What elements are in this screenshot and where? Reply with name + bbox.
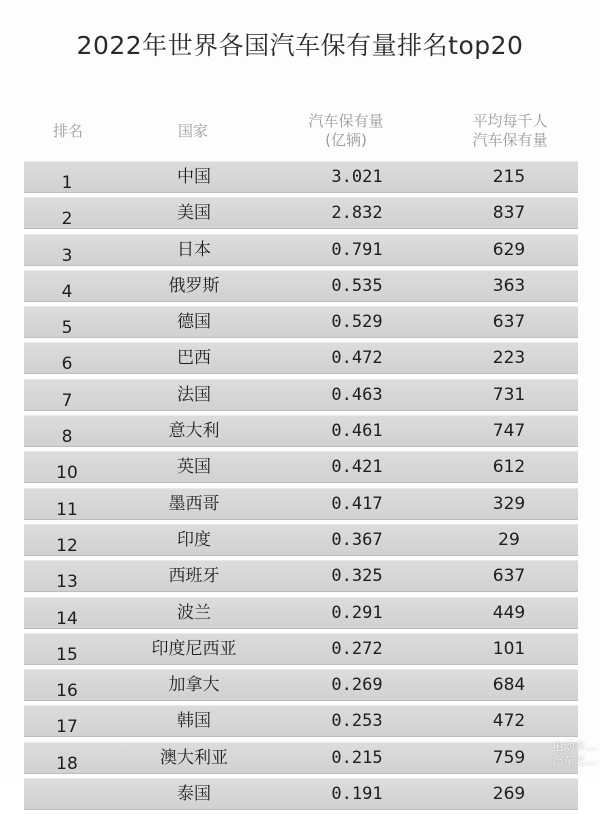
watermark-line1: 电动车... bbox=[552, 740, 596, 753]
cell-rank: 12 bbox=[56, 535, 78, 556]
cell-country: 中国 bbox=[177, 167, 211, 187]
cell-per-thousand: 629 bbox=[492, 239, 526, 260]
cell-country: 法国 bbox=[177, 384, 211, 405]
table-row bbox=[24, 451, 578, 483]
cell-per-thousand: 101 bbox=[492, 638, 526, 659]
cell-vehicle-count: 3.021 bbox=[331, 167, 383, 187]
table-row bbox=[24, 597, 578, 629]
cell-country: 墨西哥 bbox=[168, 493, 220, 514]
table-row bbox=[24, 270, 578, 302]
cell-rank: 18 bbox=[56, 753, 78, 774]
cell-country: 俄罗斯 bbox=[168, 275, 220, 296]
cell-per-thousand: 223 bbox=[492, 348, 526, 369]
cell-vehicle-count: 0.461 bbox=[331, 421, 383, 442]
watermark-line2: 汽车之... bbox=[552, 754, 596, 767]
watermark bbox=[553, 740, 597, 768]
cell-per-thousand: 684 bbox=[492, 675, 526, 696]
cell-rank: 11 bbox=[56, 499, 78, 520]
table-header bbox=[0, 110, 600, 156]
table-row bbox=[24, 633, 578, 665]
cell-per-thousand: 747 bbox=[492, 421, 526, 442]
cell-vehicle-count: 0.253 bbox=[331, 711, 383, 732]
cell-country: 印度 bbox=[177, 529, 211, 550]
table-row bbox=[24, 742, 578, 774]
cell-per-thousand: 759 bbox=[492, 747, 526, 768]
cell-rank: 14 bbox=[56, 608, 78, 629]
cell-vehicle-count: 0.191 bbox=[331, 784, 383, 805]
cell-country: 日本 bbox=[177, 239, 211, 260]
cell-vehicle-count: 0.215 bbox=[331, 747, 383, 768]
cell-rank: 7 bbox=[61, 390, 73, 411]
cell-vehicle-count: 2.832 bbox=[331, 203, 383, 224]
header-per-thousand bbox=[450, 112, 570, 150]
cell-per-thousand: 612 bbox=[492, 457, 526, 478]
table-row bbox=[24, 669, 578, 701]
cell-per-thousand: 731 bbox=[492, 384, 526, 405]
table-row bbox=[24, 560, 578, 592]
cell-country: 巴西 bbox=[177, 348, 211, 369]
cell-per-thousand: 449 bbox=[492, 602, 526, 623]
cell-rank: 2 bbox=[61, 209, 73, 230]
page-title: 2022年世界各国汽车保有量排名top20 bbox=[76, 31, 524, 60]
cell-country: 韩国 bbox=[177, 711, 211, 732]
cell-country: 波兰 bbox=[177, 602, 211, 623]
cell-per-thousand: 472 bbox=[492, 711, 526, 732]
cell-rank: 13 bbox=[56, 572, 78, 593]
table-row bbox=[24, 197, 578, 229]
cell-country: 加拿大 bbox=[168, 675, 220, 696]
header-country: 国家 bbox=[177, 122, 208, 140]
table-row bbox=[24, 234, 578, 266]
cell-per-thousand: 637 bbox=[492, 566, 526, 587]
cell-per-thousand: 215 bbox=[492, 167, 526, 187]
table-row bbox=[24, 161, 578, 193]
cell-vehicle-count: 0.417 bbox=[331, 493, 383, 514]
cell-country: 泰国 bbox=[177, 784, 211, 805]
cell-country: 澳大利亚 bbox=[160, 747, 228, 768]
table-row bbox=[24, 415, 578, 447]
table-row bbox=[24, 342, 578, 374]
cell-vehicle-count: 0.791 bbox=[331, 239, 383, 260]
cell-vehicle-count: 0.291 bbox=[331, 602, 383, 623]
table-row bbox=[24, 379, 578, 411]
cell-vehicle-count: 0.269 bbox=[331, 675, 383, 696]
cell-vehicle-count: 0.463 bbox=[331, 384, 383, 405]
cell-per-thousand: 29 bbox=[498, 529, 520, 550]
cell-country: 德国 bbox=[177, 312, 211, 333]
cell-country: 意大利 bbox=[168, 421, 220, 442]
table-body bbox=[24, 161, 578, 814]
cell-vehicle-count: 0.367 bbox=[331, 529, 383, 550]
table-row bbox=[24, 778, 578, 810]
cell-per-thousand: 837 bbox=[492, 203, 526, 224]
cell-rank: 8 bbox=[61, 427, 73, 448]
cell-per-thousand: 637 bbox=[492, 312, 526, 333]
cell-rank: 10 bbox=[56, 463, 78, 484]
table-row bbox=[24, 488, 578, 520]
cell-rank: 17 bbox=[56, 717, 78, 738]
cell-rank: 6 bbox=[61, 354, 73, 375]
cell-vehicle-count: 0.325 bbox=[331, 566, 383, 587]
cell-per-thousand: 329 bbox=[492, 493, 526, 514]
cell-per-thousand: 269 bbox=[492, 784, 526, 805]
header-per-thousand-line2: 汽车保有量 bbox=[472, 131, 548, 149]
header-rank: 排名 bbox=[52, 122, 83, 140]
header-vehicle-count-line2: (亿辆) bbox=[325, 131, 367, 149]
cell-rank: 4 bbox=[61, 281, 73, 302]
header-per-thousand-line1: 平均每千人 bbox=[472, 112, 548, 130]
cell-vehicle-count: 0.421 bbox=[331, 457, 383, 478]
cell-rank: 5 bbox=[61, 318, 73, 339]
cell-vehicle-count: 0.472 bbox=[331, 348, 383, 369]
table-row bbox=[24, 524, 578, 556]
cell-rank: 16 bbox=[56, 681, 78, 702]
cell-rank: 1 bbox=[61, 173, 73, 193]
cell-country: 西班牙 bbox=[168, 566, 220, 587]
table-row bbox=[24, 306, 578, 338]
cell-country: 英国 bbox=[177, 457, 211, 478]
cell-rank: 15 bbox=[56, 644, 78, 665]
cell-vehicle-count: 0.272 bbox=[331, 638, 383, 659]
table-row bbox=[24, 705, 578, 737]
cell-per-thousand: 363 bbox=[492, 275, 526, 296]
header-vehicle-count bbox=[298, 112, 394, 150]
header-vehicle-count-line1: 汽车保有量 bbox=[308, 112, 384, 130]
cell-country: 美国 bbox=[177, 203, 211, 224]
cell-rank: 3 bbox=[61, 245, 73, 266]
cell-country: 印度尼西亚 bbox=[151, 638, 237, 659]
cell-vehicle-count: 0.529 bbox=[331, 312, 383, 333]
cell-vehicle-count: 0.535 bbox=[331, 275, 383, 296]
